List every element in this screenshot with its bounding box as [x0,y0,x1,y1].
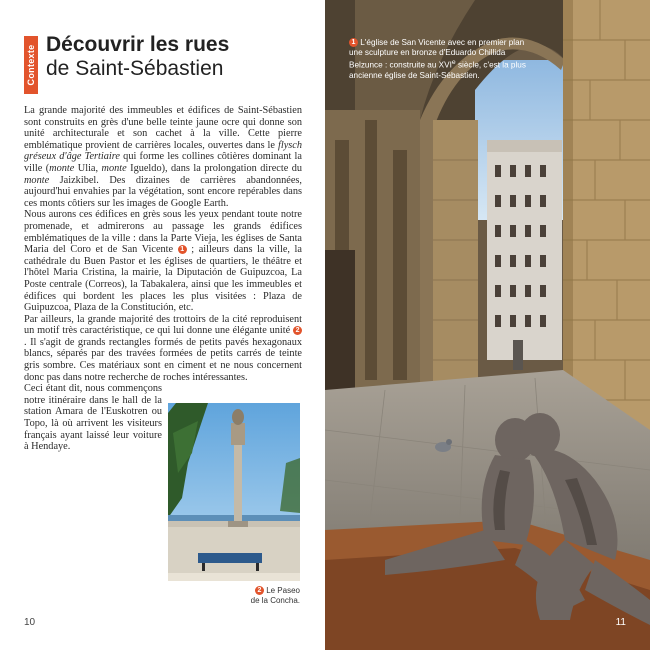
section-tag-label: Contexte [26,44,36,86]
body-text [24,105,302,453]
caption-ref-1: 1 [349,38,358,47]
page-title [46,34,229,79]
church-photo [325,0,650,650]
title-line-2: de Saint-Sébastien [46,57,224,80]
caption-ref-2: 2 [255,586,264,595]
page-number-right: 11 [615,617,626,628]
church-caption-text-a: L'église de San Vicente avec en premier plan une sculpture en bronze d'Eduardo Chillida Belzunce : construite au XVI [349,38,525,70]
title-line-1: Découvrir les rues [46,33,230,56]
paseo-caption [200,586,300,606]
paragraph-1: La grande majorité des immeubles et édifices de Saint-Sébastien sont construits en grès d'une belle teinte jaune ocre qui donne son unité architecturale et son cachet à la ville. Cette pierre emblématique provient de carrières locales, ouvertes dans le flysch gréseux d'âge Tertiaire qui forme les collines côtières dominant la ville (monte Ulia, monte Igueldo), dans la prolongation directe du monte Jaizkibel. Des dizaines de carrières abandonnées, aujourd'hui envahies par la végétation, sont encore repérables dans ces monts côtiers sur les images de Google Earth. [24,105,303,209]
figure-ref-2: 2 [293,326,302,335]
church-caption-text-b: siècle, c'est la plus ancienne église de Saint-Sébastien. [349,60,526,80]
paseo-photo [168,403,300,581]
section-tag [24,36,38,94]
paseo-caption-line-1: Le Paseo [266,586,300,595]
paragraph-4: Ceci étant dit, nous commençons notre itinéraire dans le hall de la station Amara de l'Euskotren ou Topo, là où arrivent les visiteurs français ayant laissé leur voiture à Hendaye. [24,383,162,453]
paragraph-2: Nous aurons ces édifices en grès sous les yeux pendant toute notre promenade, et admirerons au passage les grands édifices emblématiques de la ville : dans la Parte Vieja, les églises de Santa Maria del Coro et de San Vicente 1 ; ailleurs dans la ville, la cathédrale du Buen Pastor et les églises de quartiers, le théâtre et l'hôtel Maria Cristina, la mairie, la Diputación de Guipuzcoa, La Poste centrale (Correos), la Tabakalera, ainsi que les immeubles et édifices qui bordent les places les plus visitées : Plaza de Guipuzcoa, Plaza de la Constitución, etc. [24,209,302,314]
right-page [325,0,650,650]
page-number-left: 10 [24,617,36,628]
paragraph-3: Par ailleurs, la grande majorité des trottoirs de la cité reproduisent un motif très caractéristique, ce qui lui donne une élégante unité 2. Il s'agit de grands rectangles formés de petits pavés hexagonaux blancs, séparés par des travées formées de petits carrés de teinte gris sombre. Ces matériaux sont en ciment et ne nous concernent donc pas dans notre recherche de roches intéressantes. [24,313,302,383]
figure-ref-1: 1 [178,245,187,254]
church-caption-sup: e [451,59,456,66]
paseo-caption-line-2: de la Concha. [250,596,300,605]
church-caption [349,38,534,81]
